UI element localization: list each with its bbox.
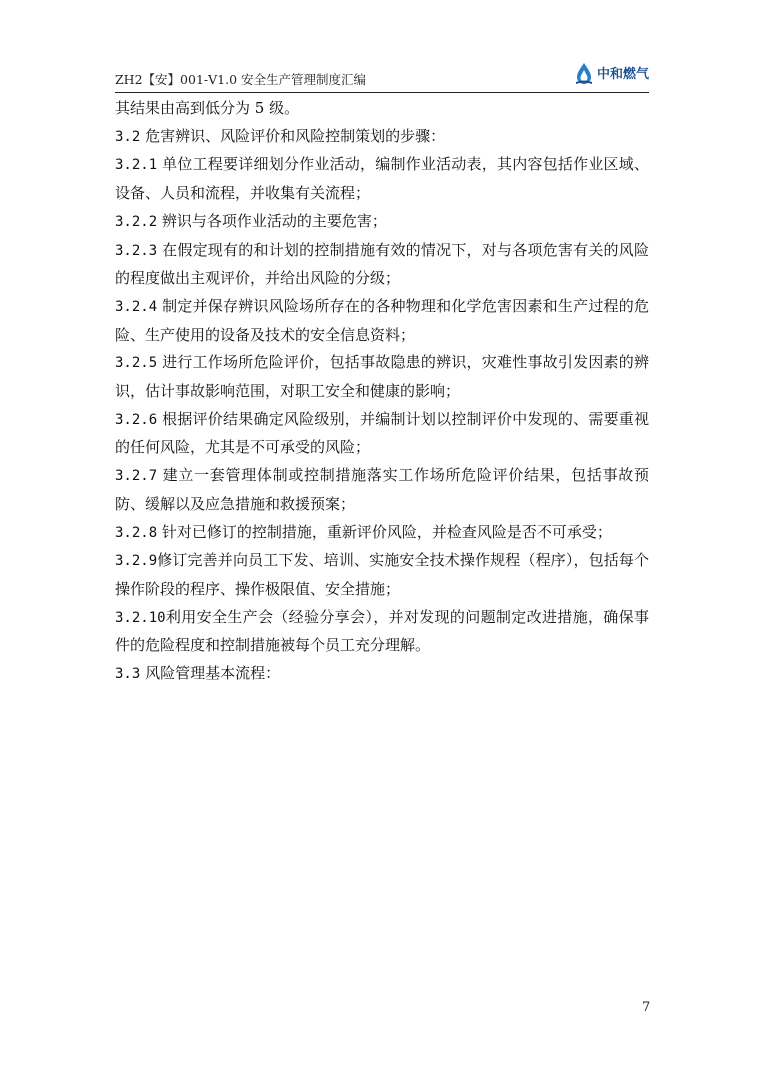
section-number: 3.2.4 [115, 298, 158, 315]
section-number: 3.2.3 [115, 242, 158, 259]
section-number: 3.2 [115, 128, 141, 145]
paragraph-text: 在假定现有的和计划的控制措施有效的情况下，对与各项危害有关的风险的程度做出主观评价，并给出风险的分级； [115, 240, 649, 288]
paragraph-text: 风险管理基本流程： [140, 664, 281, 683]
paragraph [115, 151, 649, 207]
paragraph-text: 辨识与各项作业活动的主要危害； [157, 211, 387, 230]
section-number: 3.2.5 [115, 355, 158, 372]
section-number: 3.2.1 [115, 157, 158, 174]
page-number: 7 [642, 1000, 651, 1015]
paragraph-text: 利用安全生产会（经验分享会），并对发现的问题制定改进措施，确保事件的危险程度和控制措施被每个员工充分理解。 [115, 607, 649, 655]
paragraph [115, 237, 649, 293]
paragraph-text: 其结果由高到低分为 5 级。 [115, 99, 300, 117]
paragraph [115, 547, 649, 603]
paragraph [115, 293, 649, 349]
paragraph [115, 123, 649, 152]
paragraph-text: 针对已修订的控制措施，重新评价风险，并检查风险是否不可承受； [157, 522, 612, 541]
section-number: 3.2.8 [115, 524, 158, 541]
section-number: 3.3 [115, 666, 141, 683]
paragraph [115, 604, 649, 660]
paragraph-text: 进行工作场所危险评价，包括事故隐患的辨识，灾难性事故引发因素的辨识，估计事故影响范围，对职工安全和健康的影响； [115, 353, 649, 401]
document-body [115, 95, 649, 689]
page-header [115, 58, 649, 93]
section-number: 3.2.7 [115, 468, 158, 485]
paragraph-text: 根据评价结果确定风险级别，并编制计划以控制评价中发现的、需要重视的任何风险，尤其是不可承受的风险； [115, 409, 649, 457]
paragraph [115, 95, 649, 123]
paragraph-text: 制定并保存辨识风险场所存在的各种物理和化学危害因素和生产过程的危险、生产使用的设备及技术的安全信息资料； [115, 296, 649, 344]
paragraph [115, 208, 649, 237]
flame-drop-icon [574, 62, 594, 86]
paragraph [115, 519, 649, 548]
paragraph-text: 危害辨识、风险评价和风险控制策划的步骤： [140, 126, 446, 145]
paragraph [115, 462, 649, 518]
logo-text: 中和燃气 [596, 66, 649, 82]
paragraph [115, 349, 649, 405]
paragraph [115, 406, 649, 462]
section-number: 3.2.2 [115, 213, 158, 230]
paragraph-text: 修订完善并向员工下发、培训、实施安全技术操作规程（程序），包括每个操作阶段的程序、操作极限值、安全措施； [115, 551, 649, 598]
section-number: 3.2.10 [115, 609, 166, 626]
company-logo [574, 61, 649, 87]
section-number: 3.2.6 [115, 411, 158, 428]
header-title: ZH2【安】001-V1.0 安全生产管理制度汇编 [115, 72, 367, 87]
paragraph-text: 建立一套管理体制或控制措施落实工作场所危险评价结果，包括事故预防、缓解以及应急措施和救援预案； [115, 466, 649, 513]
paragraph-text: 单位工程要详细划分作业活动，编制作业活动表，其内容包括作业区域、设备、人员和流程，并收集有关流程； [115, 155, 649, 203]
paragraph [115, 660, 649, 689]
section-number: 3.2.9 [115, 553, 158, 570]
